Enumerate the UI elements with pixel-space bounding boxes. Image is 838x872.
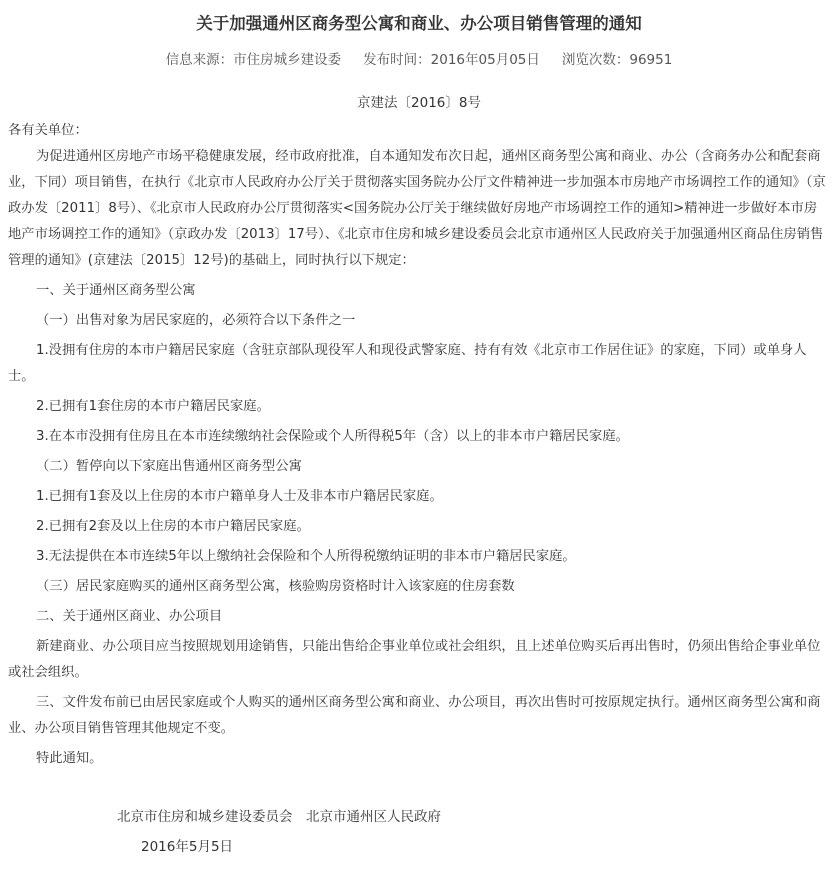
paragraph-1-2-2: 2.已拥有2套及以上住房的本市户籍居民家庭。 <box>36 519 310 534</box>
paragraph-1-1-1: 1.没拥有住房的本市户籍居民家庭（含驻京部队现役军人和现役武警家庭、持有有效《北京市工作居住证》的家庭，下同）或单身人士。 <box>8 343 807 384</box>
paragraph-1-2-3: 3.无法提供在本市连续5年以上缴纳社会保险和个人所得税缴纳证明的非本市户籍居民家庭。 <box>36 549 576 564</box>
paragraph-1-2-1: 1.已拥有1套及以上住房的本市户籍单身人士及非本市户籍居民家庭。 <box>36 489 443 504</box>
document-body <box>8 118 830 772</box>
document-meta <box>0 48 838 68</box>
subheading-1-3: （三）居民家庭购买的通州区商务型公寓，核验购房资格时计入该家庭的住房套数 <box>36 579 515 594</box>
document-number: 京建法〔2016〕8号 <box>357 95 481 111</box>
paragraph-2: 新建商业、办公项目应当按照规划用途销售，只能出售给企事业单位或社会组织，且上述单位购买后再出售时，仍须出售给企事业单位或社会组织。 <box>8 639 821 680</box>
meta-publish-time: 发布时间：2016年05月05日 <box>363 52 540 68</box>
meta-source: 信息来源：市住房城乡建设委 <box>165 52 342 68</box>
paragraph-1-1-3: 3.在本市没拥有住房且在本市连续缴纳社会保险或个人所得税5年（含）以上的非本市户籍居民家庭。 <box>36 429 629 444</box>
subheading-1-2: （二）暂停向以下家庭出售通州区商务型公寓 <box>36 459 302 474</box>
meta-views: 浏览次数：96951 <box>561 52 673 68</box>
salutation: 各有关单位： <box>8 123 88 138</box>
signature-date: 2016年5月5日 <box>141 839 234 855</box>
paragraph-intro: 为促进通州区房地产市场平稳健康发展，经市政府批准，自本通知发布次日起，通州区商务型公寓和商业、办公（含商务办公和配套商业，下同）项目销售，在执行《北京市人民政府办公厅关于贯彻落实国务院办公厅文件精神进一步加强本市房地产市场调控工作的通知》（京政办发〔2011〕8号）、《北京市人民政府办公厅贯彻落实<国务院办公厅关于继续做好房地产市场调控工作的通知>精神进一步做好本市房地产市场调控工作的通知》（京政办发〔2013〕17号）、《北京市住房和城乡建设委员会北京市通州区人民政府关于加强通州区商品住房销售管理的通知》(京建法〔2015〕12号)的基础上，同时执行以下规定： <box>8 149 826 268</box>
subheading-1-1: （一）出售对象为居民家庭的，必须符合以下条件之一 <box>36 313 356 328</box>
paragraph-section-3: 三、文件发布前已由居民家庭或个人购买的通州区商务型公寓和商业、办公项目，再次出售时可按原规定执行。通州区商务型公寓和商业、办公项目销售管理其他规定不变。 <box>8 695 821 736</box>
heading-section-2: 二、关于通州区商业、办公项目 <box>36 609 223 624</box>
paragraph-1-1-2: 2.已拥有1套住房的本市户籍居民家庭。 <box>36 399 270 414</box>
signatories: 北京市住房和城乡建设委员会 北京市通州区人民政府 <box>117 809 441 825</box>
heading-section-1: 一、关于通州区商务型公寓 <box>36 283 196 298</box>
closing-note: 特此通知。 <box>36 751 103 766</box>
document-title: 关于加强通州区商务型公寓和商业、办公项目销售管理的通知 <box>196 14 642 33</box>
